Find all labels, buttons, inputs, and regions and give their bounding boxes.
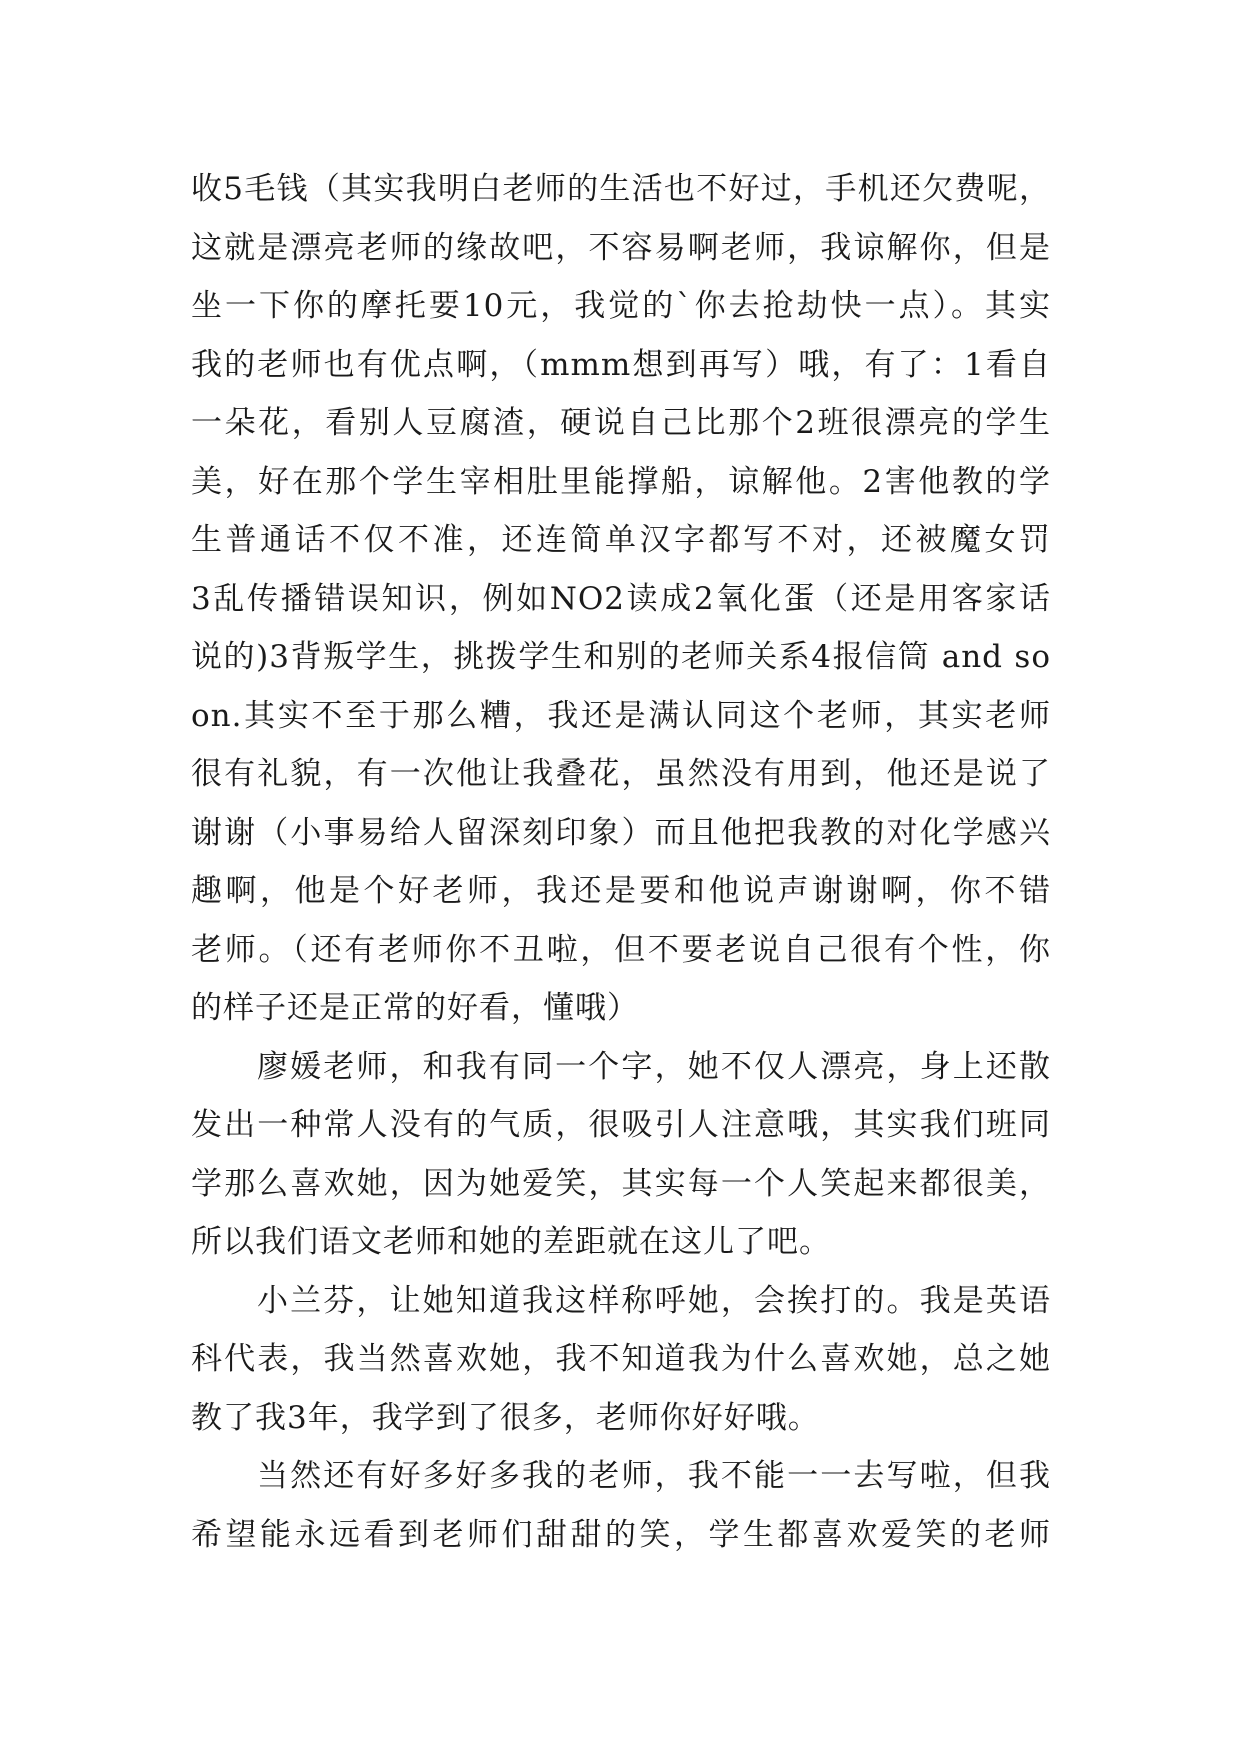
text-line: 学那么喜欢她，因为她爱笑，其实每一个人笑起来都很美， [191,1165,1051,1202]
paragraph-first-line: 廖媛老师，和我有同一个字，她不仅人漂亮，身上还散 [257,1048,1051,1085]
text-line: 美，好在那个学生宰相肚里能撑船，谅解他。2害他教的学 [191,463,1051,500]
text-line: 说的)3背叛学生，挑拨学生和别的老师关系4报信筒 and so [191,639,1051,675]
text-line: 老师。（还有老师你不丑啦，但不要老说自己很有个性，你 [191,931,1051,968]
text-line: 一朵花，看别人豆腐渣，硬说自己比那个2班很漂亮的学生 [191,405,1051,441]
text-line: 发出一种常人没有的气质，很吸引人注意哦，其实我们班同 [191,1107,1051,1143]
paragraph-first-line: 当然还有好多好多我的老师，我不能一一去写啦，但我 [257,1458,1051,1494]
text-line: 教了我3年，我学到了很多，老师你好好哦。 [191,1399,820,1436]
text-line: 的样子还是正常的好看，懂哦） [191,990,639,1026]
text-line: 我的老师也有优点啊，（mmm想到再写）哦，有了：1看自 [191,346,1051,383]
text-line: 希望能永远看到老师们甜甜的笑，学生都喜欢爱笑的老师 [191,1516,1051,1553]
paragraph-first-line: 小兰芬，让她知道我这样称呼她，会挨打的。我是英语 [257,1282,1051,1319]
text-line: 很有礼貌，有一次他让我叠花，虽然没有用到，他还是说了 [191,756,1051,792]
text-line: 谢谢（小事易给人留深刻印象）而且他把我教的对化学感兴 [191,814,1051,851]
body-text [191,160,1051,1564]
text-line: on.其实不至于那么糟，我还是满认同这个老师，其实老师 [191,697,1051,734]
text-line: 收5毛钱（其实我明白老师的生活也不好过，手机还欠费呢， [191,171,1051,207]
text-line: 趣啊，他是个好老师，我还是要和他说声谢谢啊，你不错 [191,873,1051,909]
text-line: 生普通话不仅不准，还连简单汉字都写不对，还被魔女罚 [191,522,1051,558]
text-line: 坐一下你的摩托要10元，我觉的`你去抢劫快一点）。其实 [191,288,1051,324]
text-line: 3乱传播错误知识，例如NO2读成2氧化蛋（还是用客家话 [191,580,1051,617]
text-line: 科代表，我当然喜欢她，我不知道我为什么喜欢她，总之她 [191,1341,1051,1377]
text-line: 这就是漂亮老师的缘故吧，不容易啊老师，我谅解你，但是 [191,229,1051,266]
text-line: 所以我们语文老师和她的差距就在这儿了吧。 [191,1224,831,1260]
